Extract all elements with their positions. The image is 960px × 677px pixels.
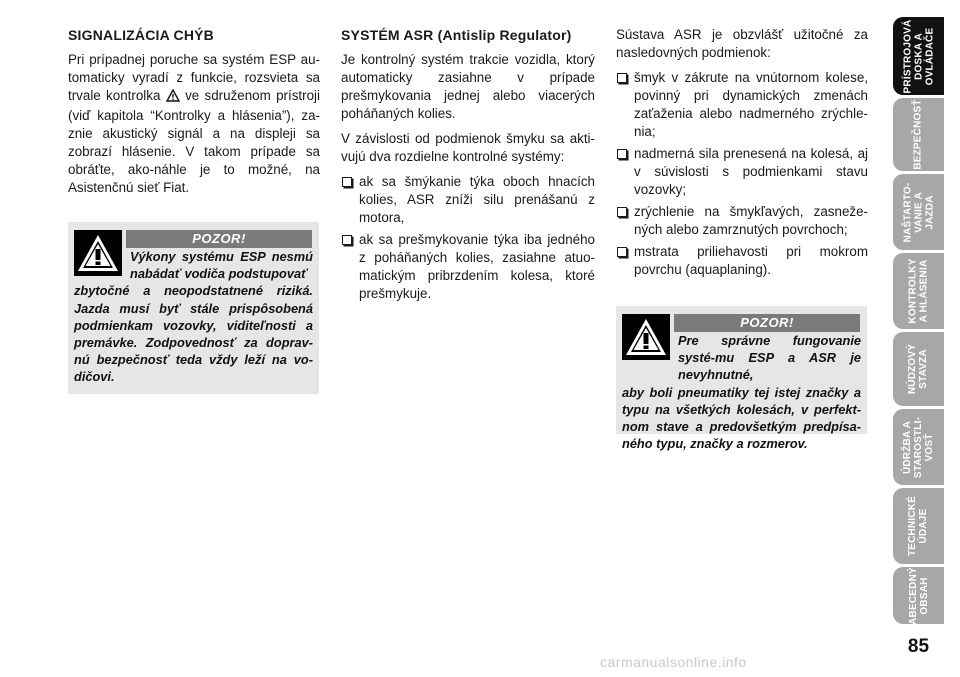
list-item: nadmerná sila prenesená na kolesá, aj v súvislosti s podmienkami stavu vozovky; [616,145,868,199]
warning-light-icon [166,89,180,107]
tab-abecedny-obsah[interactable] [893,567,944,624]
heading-asr: SYSTÉM ASR (Antislip Regulator) [341,27,572,43]
tab-pristrojova-doska[interactable] [893,17,944,95]
tab-kontrolky[interactable] [893,253,944,329]
chapter-tabs [893,17,944,624]
tab-label: ÚDRŽBA A STAROSTLI- VOSŤ [902,416,936,478]
paragraph-asr-1: Je kontrolný systém trakcie vozidla, ktorý automaticky zasiahne v prípade prešmykovania jednej alebo viacerých poháňaných kolies. [341,52,595,121]
list-item: zrýchlenie na šmykľavých, zasneže-ných alebo zamrznutých povrchoch; [616,203,868,239]
asr-bullet-list [341,173,595,303]
paragraph-error-signaling [68,51,320,197]
watermark: carmanualsonline.info [600,654,747,670]
tab-label: NÚDZOVÝ STAVZA [907,343,930,395]
tab-label: BEZPEČNOSŤ [913,99,924,170]
paragraph-part-2: ve sdruženom prístroji (viď kapitola “Kontrolky a hlásenia”), za-znie akustický signál a na displeji sa zobrazí hlásenie. V takom prípade sa obráťte, ako-náhle je to možné, na Asistenčnú sieť Fiat. [68,88,320,195]
list-item: šmyk v zákrute na vnútornom kolese, povinný pri dynamických zmenách zaťaženia alebo nadmerného zrýchle-nia; [616,69,868,141]
tab-technicke-udaje[interactable] [893,488,944,564]
tab-nastartovanie[interactable] [893,174,944,250]
tab-label: ABECEDNÝ OBSAH [907,566,930,625]
warning-body: zbytočné a neopodstatnené riziká. Jazda musí byť stále prispôsobená podmienkam vozovky, viditeľnosti a premávke. Zodpovednosť za doprav-nú bezpečnosť teda vždy leží na vo-dičovi. [74,283,313,385]
warning-box-tires [616,306,867,452]
paragraph-asr-2: V závislosti od podmienok šmyku sa akti-vujú dva rozdielne kontrolné systémy: [341,131,595,164]
tab-bezpecnost[interactable] [893,98,944,171]
warning-tag: POZOR! [674,314,860,332]
list-item: ak sa prešmykovanie týka iba jedného z poháňaných kolies, zasiahne atuo-matickým pribrzdením kolesa, ktoré prešmykuje. [341,231,595,303]
tab-label: PRÍSTROJOVÁ DOSKA A OVLÁDAČE [902,19,936,93]
warning-lead: Pre správne fungovanie systé-mu ESP a ASR je nevyhnutné, [678,333,861,383]
tab-label: NAŠTARTO- VANIE A JAZDA [902,182,936,242]
column-2 [341,26,595,307]
tab-label: TECHNICKÉ ÚDAJE [907,495,930,557]
svg-text:!: ! [170,93,175,102]
warning-text [74,224,313,386]
column-3 [616,26,868,283]
warning-box-esp [68,222,319,394]
list-item: mstrata priliehavosti pri mokrom povrchu (aquaplaning). [616,243,868,279]
warning-tag: POZOR! [126,230,312,248]
heading-error-signaling: SIGNALIZÁCIA CHÝB [68,27,214,43]
conditions-bullet-list [616,69,868,279]
warning-text [622,308,861,452]
list-item: ak sa šmýkanie týka oboch hnacích kolies, ASR zníži silu prenášanú z motora, [341,173,595,227]
tab-label: KONTROLKY A HLÁSENIA [907,258,930,324]
warning-body: aby boli pneumatiky tej istej značky a typu na všetkých kolesách, v perfekt-nom stave a predovšetkým predpísa-ného typu, značky a rozmerov. [622,384,861,452]
paragraph-asr-conditions: Sústava ASR je obzvlášť užitočné za nasledovných podmienok: [616,27,868,60]
page-number: 85 [907,636,930,657]
tab-udrzba[interactable] [893,409,944,485]
warning-lead: Výkony systému ESP nesmú nabádať vodiča podstupovať [130,249,313,282]
paragraph-part-1: Pri prípadnej poruche sa systém ESP au-tomaticky vyradí z funkcie, rozsvieta sa trvale kontrolka [68,52,320,103]
tab-nudzovy-stav[interactable] [893,332,944,406]
column-1 [68,26,320,204]
